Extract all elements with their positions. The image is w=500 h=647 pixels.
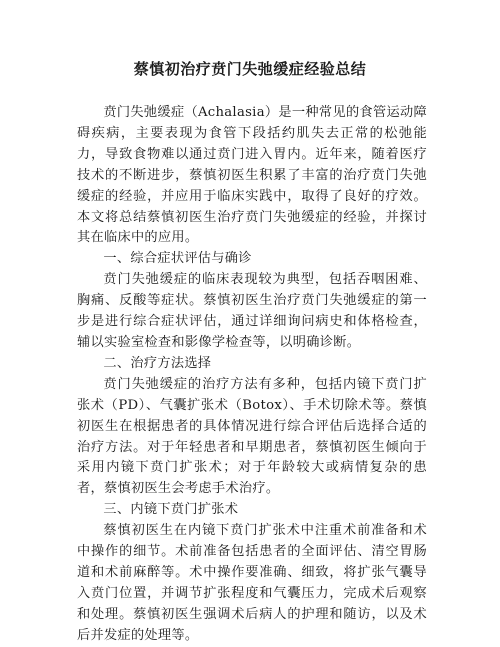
section-body-endoscopic-dilation: 蔡慎初医生在内镜下贲门扩张术中注重术前准备和术中操作的细节。术前准备包括患者的全面评估、清空胃肠道和术前麻醉等。术中操作要准确、细致，将扩张气囊导入贲门位置，并调节扩张程度和气囊压力，完成术后观察和处理。蔡慎初医生强调术后病人的护理和随访，以及术后并发症的处理等。 [77, 523, 427, 643]
intro-paragraph: 贲门失弛缓症（Achalasia）是一种常见的食管运动障碍疾病，主要表现为食管下段括约肌失去正常的松弛能力，导致食物难以通过贲门进入胃内。近年来，随着医疗技术的不断进步，蔡慎初医生积累了丰富的治疗贲门失弛缓症的经验，并应用于临床实践中，取得了良好的疗效。本文将总结蔡慎初医生治疗贲门失弛缓症的经验，并探讨其在临床中的应用。 [77, 105, 427, 246]
document-title: 蔡慎初治疗贲门失弛缓症经验总结 [133, 60, 367, 78]
section-heading-endoscopic-dilation: 三、内镜下贲门扩张术 [103, 502, 239, 518]
document-body [77, 103, 427, 647]
section-heading-assessment: 一、综合症状评估与确诊 [103, 251, 252, 267]
section-body-treatment-choice: 贲门失弛缓症的治疗方法有多种，包括内镜下贲门扩张术（PD）、气囊扩张术（Botox）、手术切除术等。蔡慎初医生在根据患者的具体情况进行综合评估后选择合适的治疗方法。对于年轻患者和早期患者，蔡慎初医生倾向于采用内镜下贲门扩张术；对于年龄较大或病情复杂的患者，蔡慎初医生会考虑手术治疗。 [77, 376, 427, 497]
section-body-assessment: 贲门失弛缓症的临床表现较为典型，包括吞咽困难、胸痛、反酸等症状。蔡慎初医生治疗贲门失弛缓症的第一步是进行综合症状评估，通过详细询问病史和体格检查，辅以实验室检查和影像学检查等，以明确诊断。 [77, 272, 427, 350]
section-heading-treatment-choice: 二、治疗方法选择 [103, 355, 212, 371]
